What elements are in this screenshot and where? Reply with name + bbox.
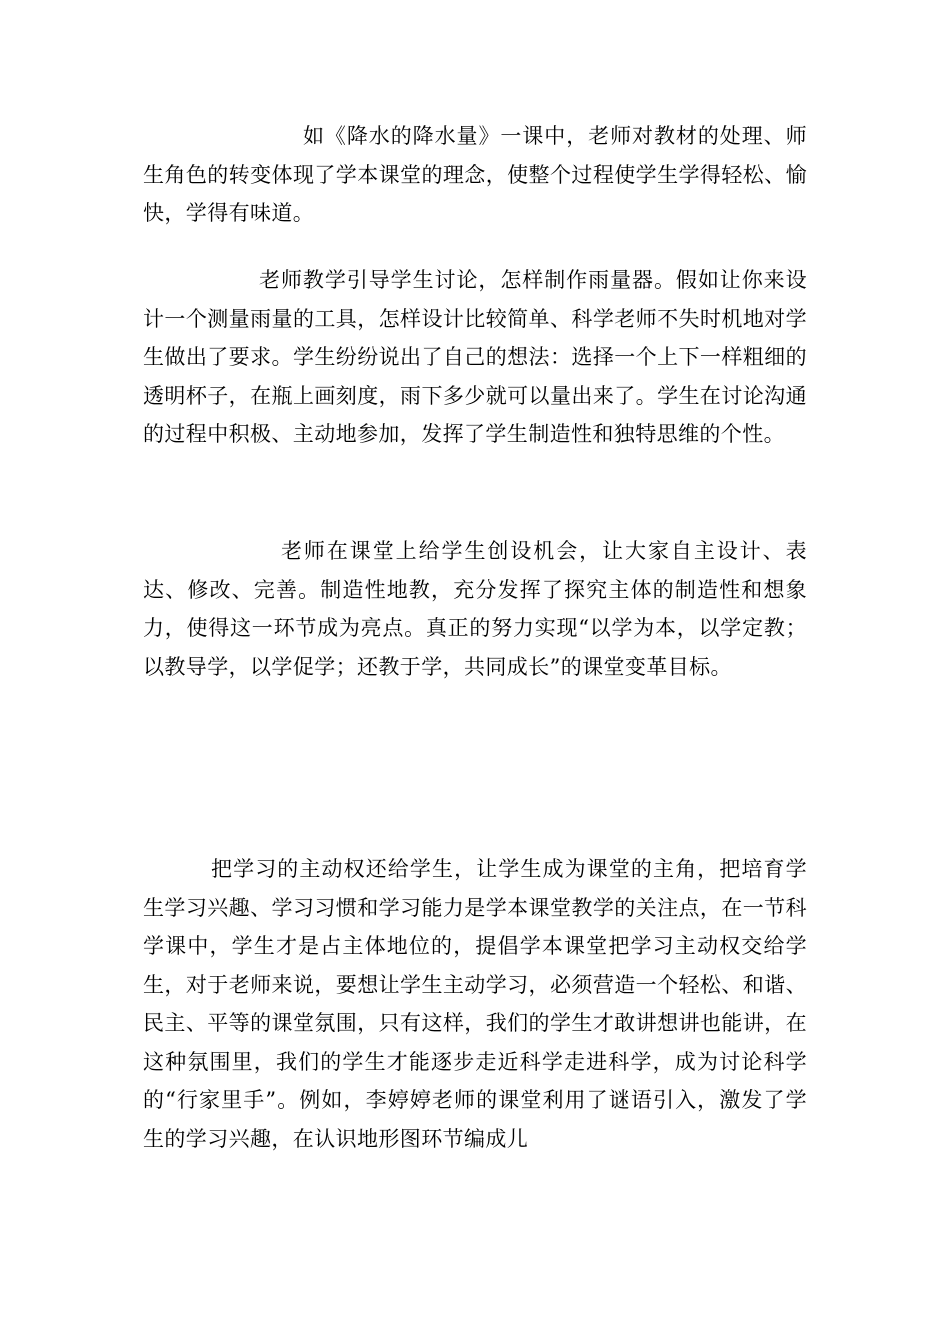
paragraph-rain-gauge-lesson: 如《降水的降水量》一课中，老师对教材的处理、师生角色的转变体现了学本课堂的理念，使整个过程使学生学得轻松、愉快，学得有味道。	[143, 124, 807, 225]
paragraph-rain-gauge-design: 老师教学引导学生讨论，怎样制作雨量器。假如让你来设计一个测量雨量的工具，怎样设计比较简单、科学老师不失时机地对学生做出了要求。学生纷纷说出了自己的想法：选择一个上下一样粗细的透明杯子，在瓶上画刻度，雨下多少就可以量出来了。学生在讨论沟通的过程中积极、主动地参加，发挥了学生制造性和独特思维的个性。	[143, 268, 807, 446]
paragraph-student-initiative: 把学习的主动权还给学生，让学生成为课堂的主角，把培育学生学习兴趣、学习习惯和学习能力是学本课堂教学的关注点，在一节科学课中，学生才是占主体地位的，提倡学本课堂把学习主动权交给学生，对于老师来说，要想让学生主动学习，必须营造一个轻松、和谐、民主、平等的课堂氛围，只有这样，我们的学生才敢讲想讲也能讲，在这种氛围里，我们的学生才能逐步走近科学走进科学，成为讨论科学的“行家里手”。例如，李婷婷老师的课堂利用了谜语引入，激发了学生的学习兴趣，在认识地形图环节编成儿	[143, 857, 807, 1151]
paragraph-creative-teaching: 老师在课堂上给学生创设机会，让大家自主设计、表达、修改、完善。制造性地教，充分发挥了探究主体的制造性和想象力，使得这一环节成为亮点。真正的努力实现“以学为本，以学定教；以教导学，以学促学；还教于学，共同成长”的课堂变革目标。	[143, 539, 807, 679]
